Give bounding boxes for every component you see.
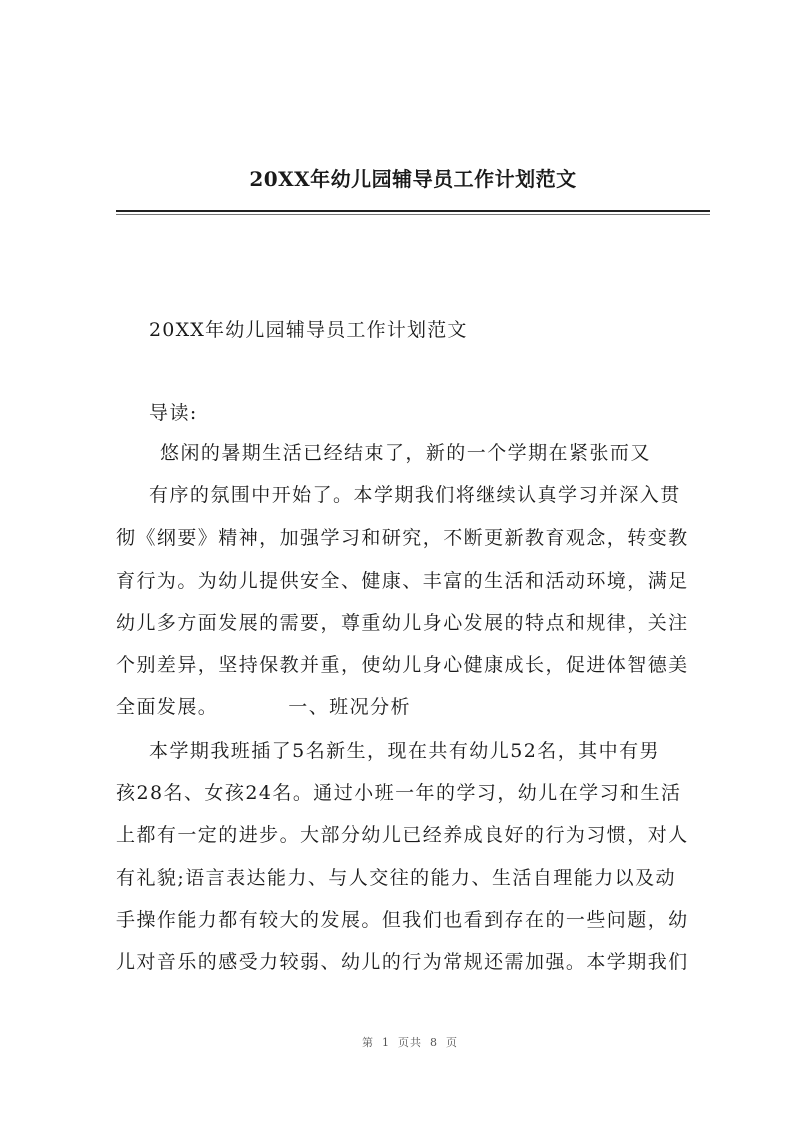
section-heading: 一、班况分析	[288, 696, 411, 718]
body-line: 本学期我班插了5名新生，现在共有幼儿52名，其中有男	[149, 740, 660, 762]
footer-suffix: 页	[446, 1036, 458, 1049]
body-line: 有序的氛围中开始了。本学期我们将继续认真学习并深入贯	[149, 484, 681, 506]
body-line: 悠闲的暑期生活已经结束了，新的一个学期在紧张而又	[160, 442, 651, 464]
body-line: 幼儿多方面发展的需要，尊重幼儿身心发展的特点和规律，关注	[116, 612, 689, 634]
header-rule	[116, 210, 710, 212]
footer-current-page: 1	[382, 1036, 390, 1049]
body-line: 有礼貌;语言表达能力、与人交往的能力、生活自理能力以及动	[116, 867, 677, 889]
body-line: 全面发展。	[116, 696, 219, 718]
body-line: 手操作能力都有较大的发展。但我们也看到存在的一些问题，幼	[116, 909, 689, 931]
header-rule-thin	[116, 214, 710, 215]
body-line: 孩28名、女孩24名。通过小班一年的学习，幼儿在学习和生活	[116, 782, 682, 804]
body-line: 儿对音乐的感受力较弱、幼儿的行为常规还需加强。本学期我们	[116, 951, 689, 973]
body-line: 彻《纲要》精神，加强学习和研究，不断更新教育观念，转变教	[116, 527, 689, 549]
footer-total-pages: 8	[430, 1036, 438, 1049]
body-line: 上都有一定的进步。大部分幼儿已经养成良好的行为习惯，对人	[116, 824, 689, 846]
footer-middle: 页共	[398, 1036, 422, 1049]
document-title: 20XX年幼儿园辅导员工作计划范文	[149, 319, 468, 341]
body-line: 个别差异，坚持保教并重，使幼儿身心健康成长，促进体智德美	[116, 654, 689, 676]
body-line: 育行为。为幼儿提供安全、健康、丰富的生活和活动环境，满足	[116, 570, 689, 592]
intro-label: 导读:	[149, 402, 198, 424]
footer-prefix: 第	[362, 1036, 374, 1049]
body-line-with-heading	[116, 695, 411, 719]
page-header-title: 20XX年幼儿园辅导员工作计划范文	[249, 167, 577, 191]
page-footer	[0, 1034, 800, 1050]
